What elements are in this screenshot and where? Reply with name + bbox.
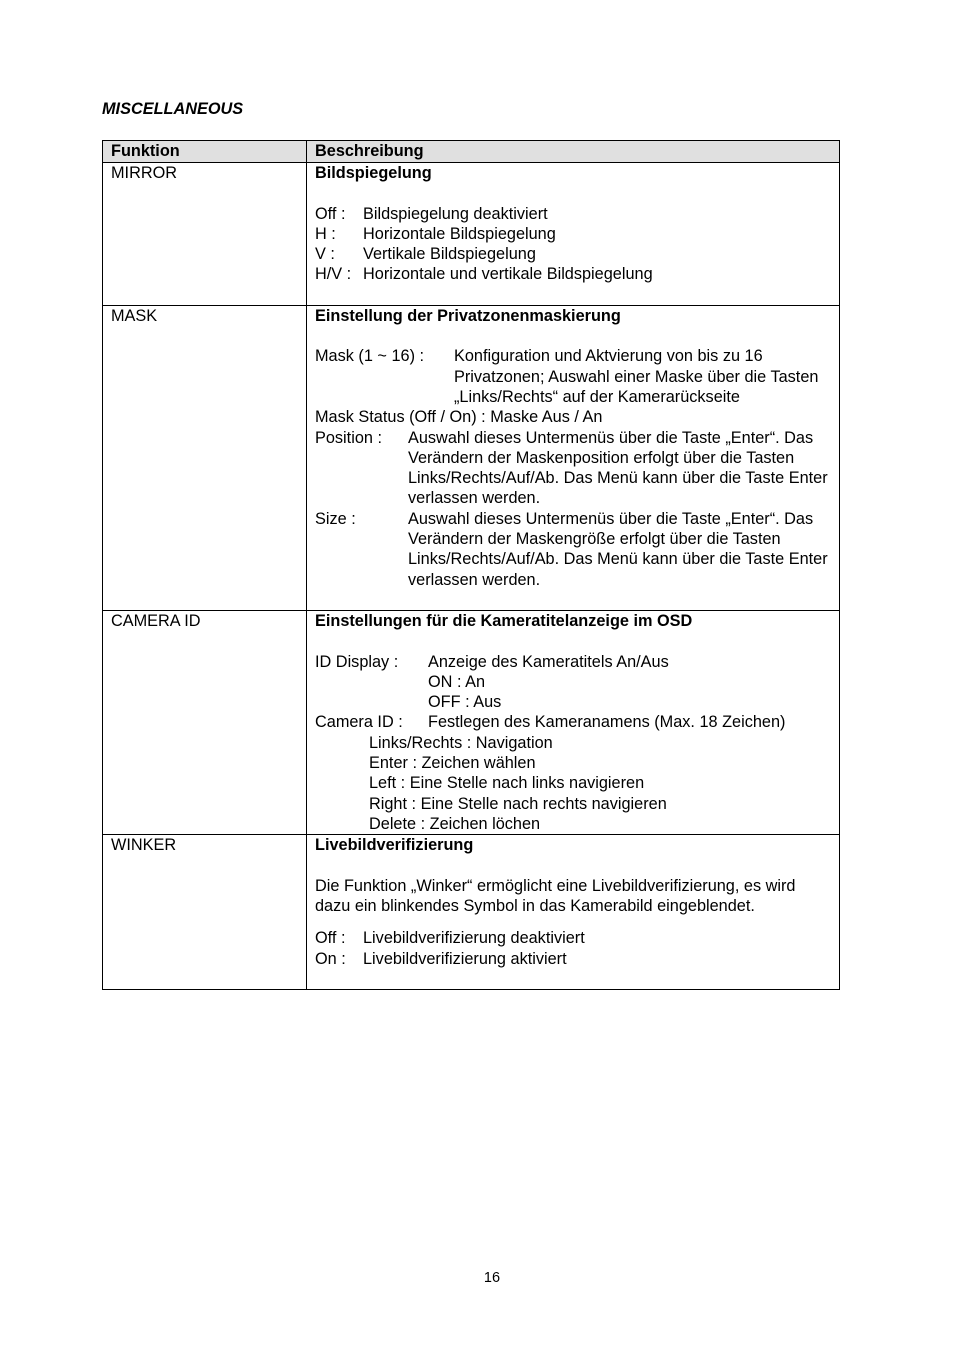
camera-id-key: Camera ID :: [315, 713, 403, 732]
nav-item: Left : Eine Stelle nach links navigieren: [369, 774, 645, 793]
mask-value: Konfiguration und Aktvierung von bis zu 16 Privatzonen; Auswahl einer Maske über die Tasten „Links/Rechts“ auf der Kamerarückseite: [454, 347, 819, 406]
section-title: MISCELLANEOUS: [102, 100, 244, 118]
size-key: Size :: [315, 509, 356, 528]
table-row-mask: [103, 305, 840, 610]
id-off-option: OFF : Aus: [428, 693, 502, 712]
table-row-mirror: [103, 163, 840, 306]
function-cell-winker: WINKER: [103, 835, 307, 990]
option-key: On :: [315, 949, 346, 968]
position-entry: [315, 428, 831, 509]
camera-id-heading: Einstellungen für die Kameratitelanzeige im OSD: [315, 611, 693, 630]
header-beschreibung: Beschreibung: [307, 141, 840, 163]
size-entry: [315, 509, 831, 590]
mirror-option: [315, 264, 831, 284]
option-key: Off :: [315, 204, 346, 223]
mirror-option: [315, 204, 831, 224]
header-funktion: Funktion: [103, 141, 307, 163]
mask-entry: [315, 346, 831, 407]
winker-option: [315, 949, 831, 969]
mirror-heading: Bildspiegelung: [315, 164, 432, 182]
position-value: Auswahl dieses Untermenüs über die Taste „Enter“. Das Verändern der Maskenposition erfolgt über die Tasten Links/Rechts/Auf/Ab. Das Menü kann über die Taste Enter verlassen werden.: [408, 428, 828, 508]
option-key: H/V :: [315, 265, 352, 284]
mask-key: Mask (1 ~ 16) :: [315, 347, 425, 366]
description-cell-winker: [307, 835, 840, 990]
description-cell-camera-id: [307, 610, 840, 834]
function-cell-camera-id: CAMERA ID: [103, 610, 307, 834]
winker-option: [315, 928, 831, 948]
option-key: V :: [315, 245, 335, 264]
table-header-row: [103, 141, 840, 163]
option-value: Livebildverifizierung aktiviert: [363, 949, 567, 968]
function-cell-mask: MASK: [103, 305, 307, 610]
settings-table: [102, 140, 840, 990]
camera-id-entry: [315, 712, 831, 732]
mask-status: Mask Status (Off / On) : Maske Aus / An: [315, 408, 603, 427]
option-key: H :: [315, 224, 336, 243]
nav-item: Delete : Zeichen löchen: [369, 814, 541, 833]
mask-heading: Einstellung der Privatzonenmaskierung: [315, 306, 621, 325]
option-value: Horizontale Bildspiegelung: [363, 224, 556, 243]
table-row-camera-id: [103, 610, 840, 834]
winker-description: Die Funktion „Winker“ ermöglicht eine Livebildverifizierung, es wird dazu ein blinkendes Symbol in das Kamerabild eingeblendet.: [315, 876, 796, 916]
description-cell-mask: [307, 305, 840, 610]
nav-item: Enter : Zeichen wählen: [369, 754, 536, 773]
option-value: Vertikale Bildspiegelung: [363, 245, 536, 264]
id-on-option: ON : An: [428, 672, 486, 691]
option-value: Horizontale und vertikale Bildspiegelung: [363, 265, 653, 284]
option-key: Off :: [315, 929, 346, 948]
page-number: 16: [483, 1270, 501, 1286]
table-row-winker: [103, 835, 840, 990]
id-display-key: ID Display :: [315, 652, 399, 671]
nav-item: Right : Eine Stelle nach rechts navigieren: [369, 794, 667, 813]
description-cell-mirror: [307, 163, 840, 306]
mirror-option: [315, 244, 831, 264]
winker-heading: Livebildverifizierung: [315, 836, 474, 855]
option-value: Bildspiegelung deaktiviert: [363, 204, 548, 223]
id-display-value: Anzeige des Kameratitels An/Aus: [428, 652, 669, 671]
size-value: Auswahl dieses Untermenüs über die Taste „Enter“. Das Verändern der Maskengröße erfolgt über die Tasten Links/Rechts/Auf/Ab. Das Menü kann über die Taste Enter verlassen werden.: [408, 509, 828, 589]
option-value: Livebildverifizierung deaktiviert: [363, 929, 585, 948]
camera-id-value: Festlegen des Kameranamens (Max. 18 Zeichen): [428, 713, 786, 732]
nav-item: Links/Rechts : Navigation: [369, 733, 553, 752]
mirror-option: [315, 224, 831, 244]
position-key: Position :: [315, 428, 382, 447]
id-display-entry: [315, 652, 831, 672]
function-cell-mirror: MIRROR: [103, 163, 307, 306]
